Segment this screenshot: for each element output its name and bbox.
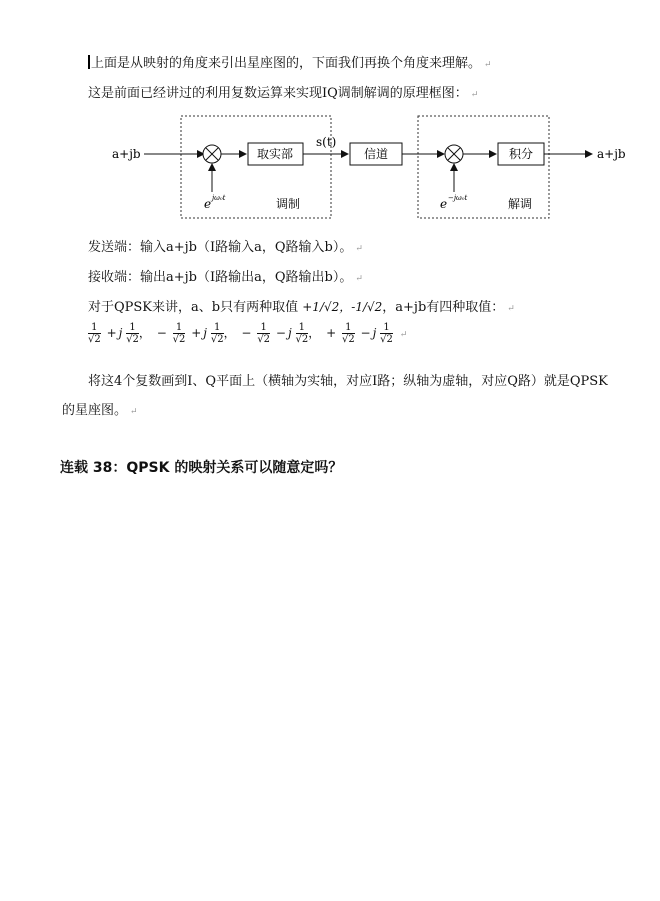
fraction: $\frac{1}{√2}$ [341,322,355,345]
return-mark-icon: ↵ [470,90,479,100]
signal-label: s(t) [316,135,337,149]
mod-carrier-exp: jω₀t [212,194,226,202]
demod-carrier-exp: −jω₀t [448,194,468,202]
fraction: $\frac{1}{√2}$ [88,322,101,345]
intro-line-2 [88,82,478,101]
intro-line-1 [88,52,492,71]
paragraph-text-1: 将这4个复数画到I、Q平面上（横轴为实轴，对应I路；纵轴为虚轴，对应Q路）就是QPSK [88,374,608,389]
return-mark-icon: ↵ [507,304,515,314]
transmit-line [88,236,363,255]
paragraph-line-2 [62,399,138,418]
integral-label: 积分 [508,147,534,161]
intro-text-2: 这是前面已经讲过的利用复数运算来实现IQ调制解调的原理框图： [88,86,468,101]
receive-line [88,266,363,285]
fraction: $\frac{1}{√2}$ [172,322,186,345]
return-mark-icon: ↵ [399,330,408,340]
intro-text-1: 上面是从映射的角度来引出星座图的，下面我们再换个角度来理解。 [91,56,482,71]
return-mark-icon: ↵ [130,407,138,417]
demod-label: 解调 [508,197,533,211]
fraction: $\frac{1}{√2}$ [257,322,271,345]
transmit-text: 发送端：输入a+jb（I路输入a，Q路输入b）。 [88,240,353,255]
paragraph-text-2: 的星座图。 [62,403,128,418]
real-part-label: 取实部 [256,147,294,161]
iq-block-diagram [100,112,640,224]
paragraph-line-1 [88,370,608,389]
qpsk-values-math: $\frac{1}{√2}$ + j $\frac{1}{√2}$ ， − $\frac{1}{√2}$ + j $\frac{1}{√2}$ ， − $\frac{1}{√2}$ − j $\frac{1}{√2}$ ， + $\frac{1}{√2}$ − j $\frac{1}{√2}$ ↵ [88,322,408,345]
mod-carrier-base: e [204,197,212,211]
input-label: a+jb [112,147,141,161]
qpsk-text-post: ，a+jb有四种取值： [382,300,505,315]
channel-label: 信道 [363,147,389,161]
fraction: $\frac{1}{√2}$ [126,322,139,345]
mod-label: 调制 [276,197,301,211]
return-mark-icon: ↵ [484,60,492,70]
receive-text: 接收端：输出a+jb（I路输出a，Q路输出b）。 [88,270,353,285]
fraction: $\frac{1}{√2}$ [295,322,309,345]
qpsk-line [88,296,515,315]
qpsk-values: +1/√2，-1/√2 [302,300,383,314]
section-heading: 连载 38：QPSK 的映射关系可以随意定吗？ [60,460,343,476]
return-mark-icon: ↵ [355,274,363,284]
demod-carrier-base: e [440,197,448,211]
fraction: $\frac{1}{√2}$ [210,322,224,345]
qpsk-text-pre: 对于QPSK来讲，a、b只有两种取值 [88,300,299,315]
output-label: a+jb [597,147,626,161]
fraction: $\frac{1}{√2}$ [380,322,393,345]
text-cursor [88,55,90,69]
return-mark-icon: ↵ [355,244,363,254]
